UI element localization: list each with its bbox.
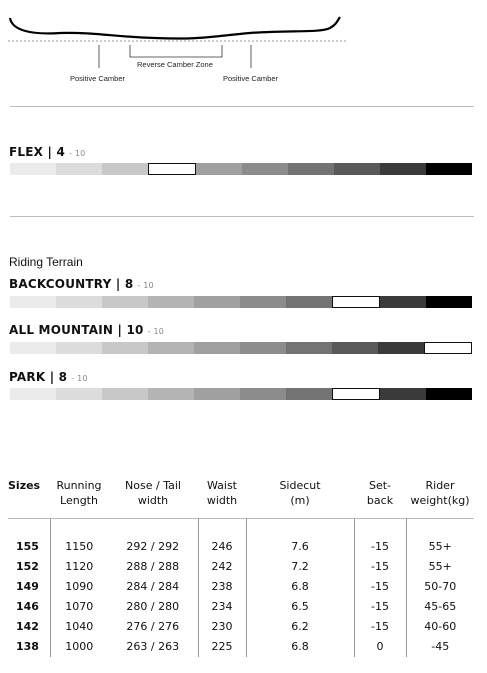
scale-segment bbox=[286, 342, 332, 354]
cell-waist: 230 bbox=[198, 617, 246, 637]
cell-rider-weight: -45 bbox=[406, 637, 474, 657]
board-profile-curve bbox=[10, 17, 340, 39]
scale-segment bbox=[102, 388, 148, 400]
all-mountain-scale-bar bbox=[10, 342, 472, 354]
scale-segment bbox=[380, 296, 426, 308]
cell-rider-weight: 55+ bbox=[406, 519, 474, 558]
scale-segment bbox=[102, 163, 148, 175]
cell-waist: 238 bbox=[198, 577, 246, 597]
cell-sidecut: 6.8 bbox=[246, 577, 354, 597]
cell-running-length: 1090 bbox=[50, 577, 108, 597]
flex-max: - 10 bbox=[69, 149, 86, 158]
specs-table bbox=[8, 478, 474, 657]
cell-nose-tail: 276 / 276 bbox=[126, 620, 180, 633]
scale-segment bbox=[332, 342, 378, 354]
scale-segment bbox=[240, 296, 286, 308]
table-row bbox=[8, 617, 474, 637]
scale-segment bbox=[426, 163, 472, 175]
park-heading: PARK | 8 - 10 bbox=[9, 370, 88, 384]
scale-segment bbox=[10, 342, 56, 354]
all-mountain-max: - 10 bbox=[147, 327, 165, 336]
cell-sidecut: 6.5 bbox=[246, 597, 354, 617]
all-mountain-heading: ALL MOUNTAIN | 10 - 10 bbox=[9, 323, 165, 337]
scale-segment bbox=[288, 163, 334, 175]
scale-segment bbox=[56, 388, 102, 400]
divider bbox=[10, 216, 474, 217]
cell-setback: -15 bbox=[354, 617, 406, 637]
flex-scale-bar bbox=[10, 163, 472, 175]
header-setback: Set- back bbox=[366, 479, 394, 507]
header-nose-tail-width: Nose / Tail width bbox=[125, 479, 181, 507]
scale-segment bbox=[56, 296, 102, 308]
flex-value: 4 bbox=[56, 145, 65, 159]
header-waist-width: Waist width bbox=[206, 479, 238, 507]
cell-running-length: 1150 bbox=[50, 519, 108, 558]
cell-nose-tail: 292 / 292 bbox=[126, 540, 180, 553]
park-max: - 10 bbox=[71, 374, 88, 383]
cell-size: 146 bbox=[16, 600, 39, 613]
cell-sidecut: 6.2 bbox=[246, 617, 354, 637]
backcountry-heading: BACKCOUNTRY | 8 - 10 bbox=[9, 277, 154, 291]
all-mountain-value: 10 bbox=[126, 323, 144, 337]
scale-segment bbox=[240, 388, 286, 400]
cell-sidecut: 7.2 bbox=[246, 557, 354, 577]
riding-terrain-title: Riding Terrain bbox=[9, 255, 83, 269]
scale-segment bbox=[378, 342, 424, 354]
cell-waist: 234 bbox=[198, 597, 246, 617]
cell-waist: 246 bbox=[198, 519, 246, 558]
table-row bbox=[8, 557, 474, 577]
reverse-zone-bracket bbox=[130, 45, 222, 57]
cell-size: 142 bbox=[16, 620, 39, 633]
cell-setback: -15 bbox=[354, 577, 406, 597]
scale-segment bbox=[194, 296, 240, 308]
cell-size: 155 bbox=[16, 540, 39, 553]
scale-segment bbox=[426, 296, 472, 308]
cell-rider-weight: 40-60 bbox=[406, 617, 474, 637]
positive-camber-label-left: Positive Camber bbox=[70, 74, 126, 83]
table-row bbox=[8, 597, 474, 617]
scale-segment bbox=[10, 296, 56, 308]
cell-rider-weight: 50-70 bbox=[406, 577, 474, 597]
flex-label: FLEX bbox=[9, 145, 44, 159]
cell-running-length: 1070 bbox=[50, 597, 108, 617]
backcountry-max: - 10 bbox=[137, 281, 154, 290]
backcountry-value: 8 bbox=[124, 277, 134, 291]
cell-waist: 242 bbox=[198, 557, 246, 577]
scale-segment bbox=[102, 342, 148, 354]
scale-segment bbox=[286, 296, 332, 308]
divider bbox=[10, 106, 474, 107]
scale-segment bbox=[10, 388, 56, 400]
scale-segment-selected bbox=[332, 296, 380, 308]
scale-segment-selected bbox=[148, 163, 196, 175]
cell-sidecut: 7.6 bbox=[246, 519, 354, 558]
scale-segment bbox=[194, 342, 240, 354]
cell-nose-tail: 280 / 280 bbox=[126, 600, 180, 613]
cell-setback: -15 bbox=[354, 519, 406, 558]
cell-rider-weight: 55+ bbox=[406, 557, 474, 577]
scale-segment bbox=[56, 163, 102, 175]
cell-running-length: 1120 bbox=[50, 557, 108, 577]
park-value: 8 bbox=[58, 370, 68, 384]
table-row bbox=[8, 519, 474, 558]
header-running-length: Running Length bbox=[56, 479, 102, 507]
specs-header-row bbox=[8, 478, 474, 519]
cell-nose-tail: 284 / 284 bbox=[126, 580, 180, 593]
scale-segment bbox=[240, 342, 286, 354]
scale-segment bbox=[380, 163, 426, 175]
cell-size: 149 bbox=[16, 580, 39, 593]
park-scale-bar bbox=[10, 388, 472, 400]
scale-segment bbox=[380, 388, 426, 400]
scale-segment bbox=[148, 296, 194, 308]
cell-nose-tail: 288 / 288 bbox=[126, 560, 180, 573]
scale-segment bbox=[426, 388, 472, 400]
cell-running-length: 1000 bbox=[50, 637, 108, 657]
scale-segment bbox=[286, 388, 332, 400]
cell-setback: -15 bbox=[354, 557, 406, 577]
scale-segment bbox=[148, 388, 194, 400]
table-row bbox=[8, 577, 474, 597]
backcountry-scale-bar bbox=[10, 296, 472, 308]
backcountry-label: BACKCOUNTRY bbox=[9, 277, 112, 291]
scale-segment bbox=[194, 388, 240, 400]
scale-segment bbox=[148, 342, 194, 354]
scale-segment bbox=[10, 163, 56, 175]
park-label: PARK bbox=[9, 370, 46, 384]
table-row bbox=[8, 637, 474, 657]
cell-waist: 225 bbox=[198, 637, 246, 657]
scale-segment bbox=[102, 296, 148, 308]
cell-setback: -15 bbox=[354, 597, 406, 617]
cell-size: 152 bbox=[16, 560, 39, 573]
scale-segment-selected bbox=[424, 342, 472, 354]
cell-running-length: 1040 bbox=[50, 617, 108, 637]
header-rider-weight: Rider weight(kg) bbox=[410, 479, 470, 507]
flex-heading: FLEX | 4 - 10 bbox=[9, 145, 86, 159]
cell-size: 138 bbox=[16, 640, 39, 653]
header-sidecut: Sidecut (m) bbox=[279, 479, 321, 507]
scale-segment-selected bbox=[332, 388, 380, 400]
reverse-camber-zone-label: Reverse Camber Zone bbox=[137, 60, 213, 69]
positive-camber-label-right: Positive Camber bbox=[223, 74, 279, 83]
cell-sidecut: 6.8 bbox=[246, 637, 354, 657]
scale-segment bbox=[334, 163, 380, 175]
cell-nose-tail: 263 / 263 bbox=[126, 640, 180, 653]
scale-segment bbox=[56, 342, 102, 354]
cell-rider-weight: 45-65 bbox=[406, 597, 474, 617]
scale-segment bbox=[196, 163, 242, 175]
all-mountain-label: ALL MOUNTAIN bbox=[9, 323, 114, 337]
scale-segment bbox=[242, 163, 288, 175]
header-sizes: Sizes bbox=[8, 479, 41, 492]
cell-setback: 0 bbox=[354, 637, 406, 657]
